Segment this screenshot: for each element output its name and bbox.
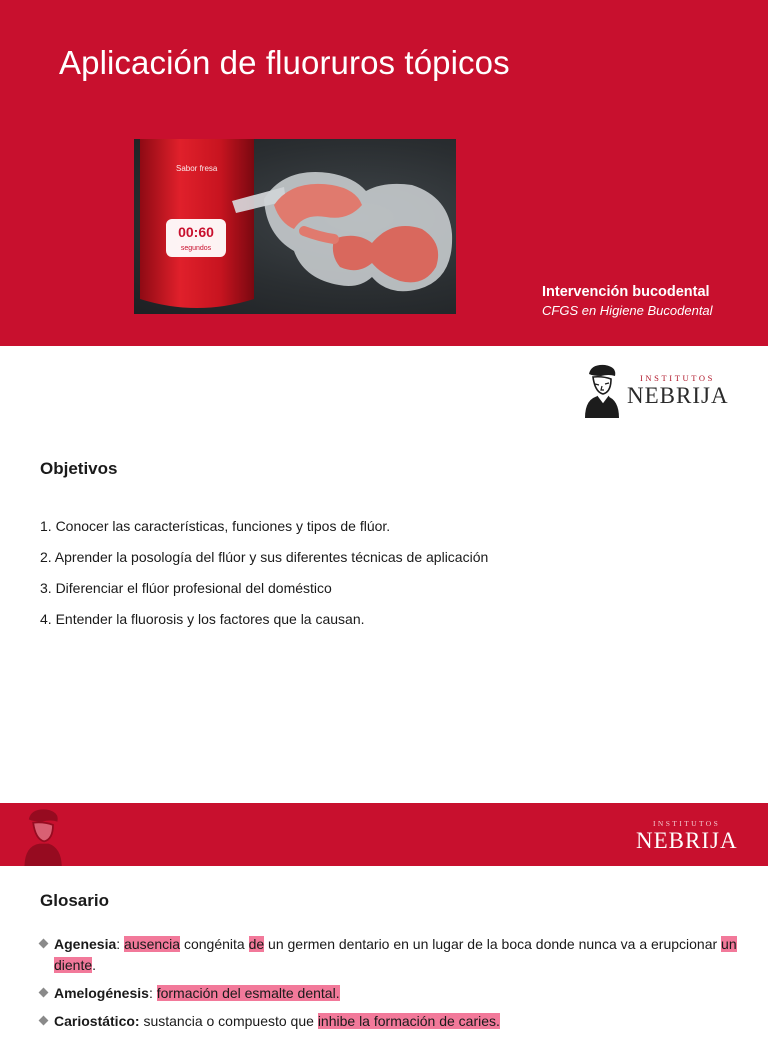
objective-item: 4. Entender la fluorosis y los factores que la causan. xyxy=(40,611,365,627)
band-logo-nebrija: NEBRIJA xyxy=(636,828,738,853)
bottle-timer: 00:60 xyxy=(178,224,214,240)
nebrija-logo xyxy=(581,362,741,418)
highlighted-text: formación del esmalte dental. xyxy=(156,985,340,1001)
glossary-item: Agenesia: ausencia congénita de un germen dentario en un lugar de la boca donde nunca va a erupcionar un diente. xyxy=(38,934,738,976)
bottle-timer-unit: segundos xyxy=(180,245,212,252)
objective-item: 1. Conocer las características, funciones y tipos de flúor. xyxy=(40,518,391,534)
course-subtitle: CFGS en Higiene Bucodental xyxy=(542,303,713,318)
definition-text: congénita xyxy=(180,936,249,952)
glossary-term: Amelogénesis xyxy=(54,985,149,1001)
diamond-bullet-icon xyxy=(39,988,49,998)
nebrija-bust-watermark-icon xyxy=(20,805,64,866)
highlighted-text: inhibe la formación de caries. xyxy=(317,1013,500,1029)
glossary-list xyxy=(38,934,738,1039)
nebrija-bust-logo xyxy=(581,362,621,418)
glossary-heading: Glosario xyxy=(40,891,109,910)
highlighted-text: un diente xyxy=(54,936,737,973)
course-name: Intervención bucodental xyxy=(542,284,710,300)
bottle-label: Sabor fresa xyxy=(176,164,218,173)
glossary-item: Amelogénesis: formación del esmalte dental. xyxy=(38,983,738,1004)
fluoride-tray-photo xyxy=(134,139,456,314)
definition-text: . xyxy=(92,957,97,973)
title-slide-header xyxy=(0,0,768,346)
slide-title: Aplicación de fluoruros tópicos xyxy=(59,44,510,81)
fluoride-product-illustration xyxy=(134,139,456,314)
definition-text: sustancia o compuesto que xyxy=(143,1013,318,1029)
highlighted-text: ausencia xyxy=(124,936,181,952)
objective-item: 2. Aprender la posología del flúor y sus diferentes técnicas de aplicación xyxy=(40,549,489,565)
glossary-term: Cariostático: xyxy=(54,1013,140,1029)
logo-nebrija: NEBRIJA xyxy=(627,383,729,408)
glossary-term: Agenesia xyxy=(54,936,117,952)
diamond-bullet-icon xyxy=(39,939,49,949)
objectives-list xyxy=(40,518,488,642)
glossary-slide-header xyxy=(0,803,768,866)
band-logo-institutos: INSTITUTOS xyxy=(653,819,721,828)
glossary-item xyxy=(38,1011,738,1032)
objective-item: 3. Diferenciar el flúor profesional del doméstico xyxy=(40,580,332,596)
definition-text: un germen dentario en un lugar de la boca donde nunca va a erupcionar xyxy=(264,936,722,952)
logo-institutos: INSTITUTOS xyxy=(640,373,715,383)
highlighted-text: de xyxy=(248,936,265,952)
objectives-heading: Objetivos xyxy=(40,459,118,478)
